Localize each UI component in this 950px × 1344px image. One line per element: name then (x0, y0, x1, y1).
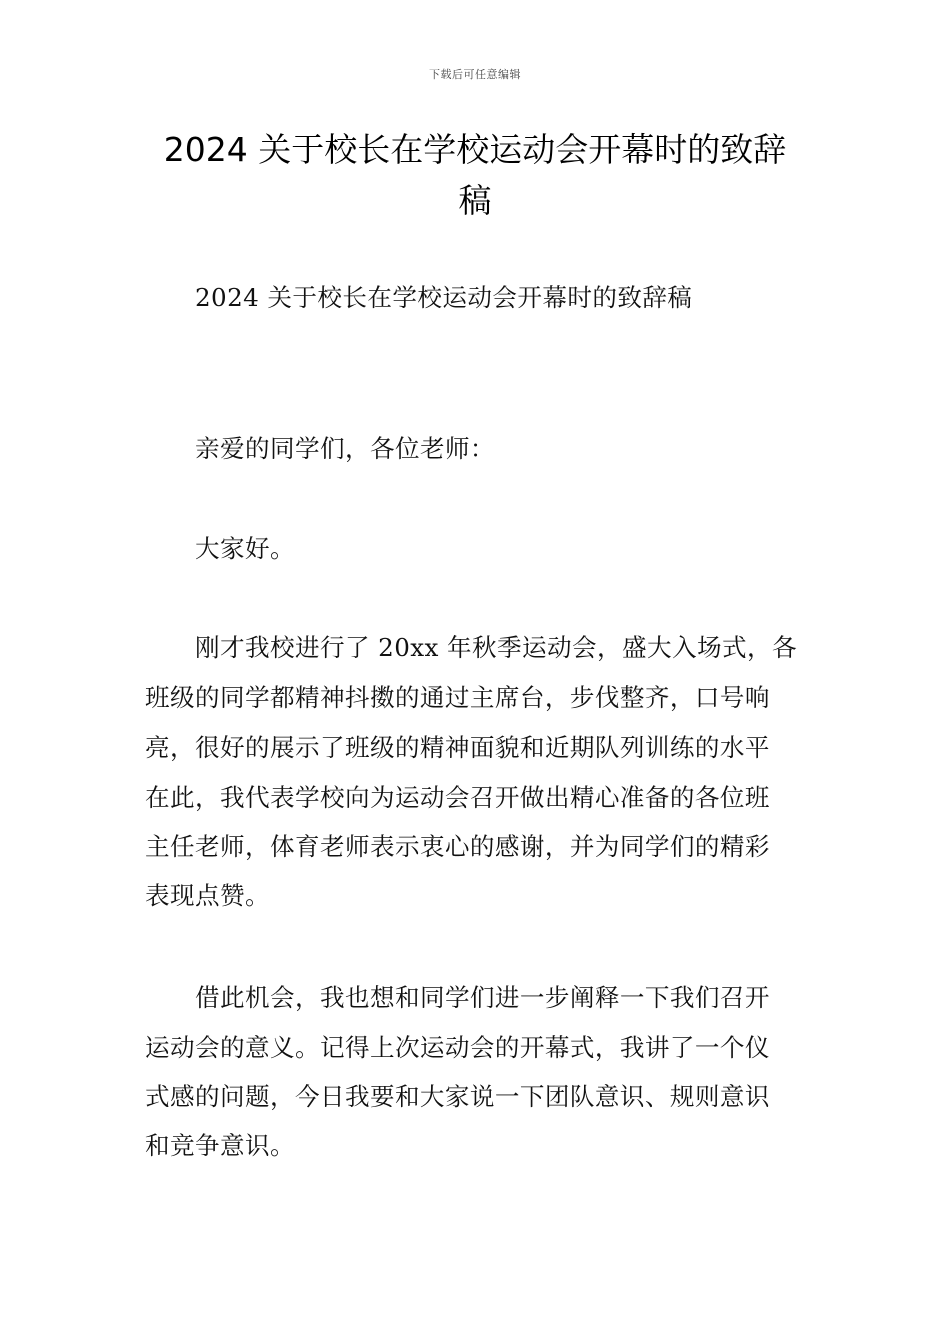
header-note: 下载后可任意编辑 (429, 68, 521, 81)
paragraph-line: 借此机会，我也想和同学们进一步阐释一下我们召开 (195, 983, 770, 1012)
paragraph-line: 刚才我校进行了 20xx 年秋季运动会，盛大入场式，各 (195, 633, 797, 662)
document-title-line-2: 稿 (458, 181, 492, 220)
paragraph-line: 表现点赞。 (145, 881, 270, 910)
document-subtitle: 2024 关于校长在学校运动会开幕时的致辞稿 (195, 283, 693, 312)
hello-line: 大家好。 (195, 534, 295, 563)
paragraph-line: 在此，我代表学校向为运动会召开做出精心准备的各位班 (145, 783, 770, 812)
paragraph-line: 主任老师，体育老师表示衷心的感谢，并为同学们的精彩 (145, 832, 770, 861)
greeting: 亲爱的同学们，各位老师： (195, 434, 495, 463)
paragraph-line: 班级的同学都精神抖擞的通过主席台，步伐整齐，口号响 (145, 683, 770, 712)
paragraph-line: 式感的问题，今日我要和大家说一下团队意识、规则意识 (145, 1082, 770, 1111)
document-title-line-1: 2024 关于校长在学校运动会开幕时的致辞 (163, 130, 787, 169)
paragraph-line: 和竞争意识。 (145, 1131, 295, 1160)
paragraph-line: 亮，很好的展示了班级的精神面貌和近期队列训练的水平 (145, 733, 770, 762)
paragraph-line: 运动会的意义。记得上次运动会的开幕式，我讲了一个仪 (145, 1033, 770, 1062)
